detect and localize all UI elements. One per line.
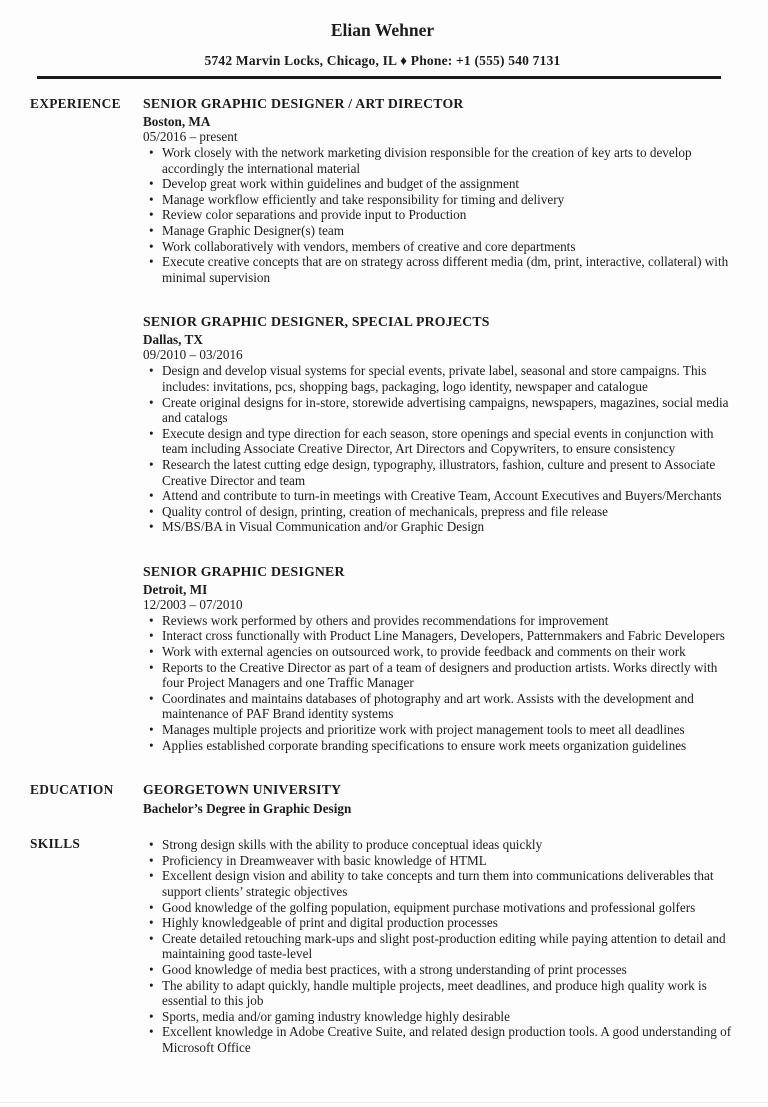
job-bullet: • Interact cross functionally with Product Line Managers, Developers, Patternmakers and Fabric Developers — [143, 628, 735, 644]
job-bullet: • Design and develop visual systems for special events, private label, seasonal and store campaigns. This includes: invitations, pcs, shopping bags, packaging, logo identity, newspaper and catalogue — [143, 363, 735, 394]
section-label-education: EDUCATION — [30, 782, 114, 798]
job-dates: 05/2016 – present — [143, 129, 238, 144]
job-entry — [143, 564, 735, 753]
job-bullet: • Develop great work within guidelines and budget of the assignment — [143, 176, 735, 192]
job-bullet: • Coordinates and maintains databases of photography and art work. Assists with the development and maintenance of PAF Brand identity systems — [143, 691, 735, 722]
job-dates: 12/2003 – 07/2010 — [143, 596, 243, 612]
job-entry — [143, 314, 735, 535]
job-bullet: • Manages multiple projects and prioritize work with project management tools to meet all deadlines — [143, 722, 735, 738]
job-bullet: • Work with external agencies on outsourced work, to provide feedback and comments on their work — [143, 644, 735, 660]
skill-bullet: • Create detailed retouching mark-ups and slight post-production editing while paying attention to detail and maintaining good taste-level — [143, 931, 735, 962]
job-location: Boston, MA — [143, 114, 211, 129]
degree-name: Bachelor’s Degree in Graphic Design — [143, 801, 352, 817]
job-location: Detroit, MI — [143, 581, 208, 597]
section-label-experience: EXPERIENCE — [30, 96, 121, 111]
job-bullet: • Manage workflow efficiently and take responsibility for timing and delivery — [143, 192, 735, 208]
job-bullet: • Manage Graphic Designer(s) team — [143, 223, 735, 239]
job-location: Dallas, TX — [143, 332, 203, 348]
skill-bullet: • Excellent knowledge in Adobe Creative Suite, and related design production tools. A good understanding of Microsoft Office — [143, 1024, 735, 1055]
resume-header — [30, 20, 735, 79]
job-title: SENIOR GRAPHIC DESIGNER / ART DIRECTOR — [143, 96, 464, 111]
person-name: Elian Wehner — [330, 20, 435, 40]
job-bullet: • Research the latest cutting edge design, typography, illustrators, fashion, culture and present to Associate Creative Director and team — [143, 457, 735, 488]
job-bullet: • Quality control of design, printing, creation of mechanicals, prepress and file release — [143, 504, 735, 520]
skill-bullet: • The ability to adapt quickly, handle multiple projects, meet deadlines, and produce high quality work is essential to this job — [143, 978, 735, 1009]
job-bullet-list — [143, 613, 735, 753]
job-bullet: • Execute creative concepts that are on strategy across different media (dm, print, interactive, collateral) with minimal supervision — [143, 254, 735, 285]
job-bullet: • Work closely with the network marketing division responsible for the creation of key arts to develop accordingly the international material — [143, 145, 735, 176]
job-bullet: • Reports to the Creative Director as part of a team of designers and production artists. Works directly with four Project Managers and one Traffic Manager — [143, 660, 735, 691]
job-title: SENIOR GRAPHIC DESIGNER, SPECIAL PROJECTS — [143, 314, 490, 330]
experience-content — [143, 96, 735, 753]
job-bullet-list — [143, 363, 735, 535]
skill-bullet: • Excellent design vision and ability to take concepts and turn them into communications deliverables that support clients’ strategic objectives — [143, 868, 735, 899]
job-bullet: • Reviews work performed by others and provides recommendations for improvement — [143, 613, 735, 629]
skill-bullet: • Good knowledge of the golfing population, equipment purchase motivations and professional golfers — [143, 900, 735, 916]
skill-bullet: • Sports, media and/or gaming industry knowledge highly desirable — [143, 1009, 735, 1025]
job-bullet: • Applies established corporate branding specifications to ensure work meets organization guidelines — [143, 738, 735, 754]
job-bullet: • MS/BS/BA in Visual Communication and/or Graphic Design — [143, 519, 735, 535]
job-bullet-list — [143, 145, 735, 285]
job-bullet: • Attend and contribute to turn-in meetings with Creative Team, Account Executives and Buyers/Merchants — [143, 488, 735, 504]
skill-bullet: • Strong design skills with the ability to produce conceptual ideas quickly — [143, 837, 735, 853]
job-bullet: • Work collaboratively with vendors, members of creative and core departments — [143, 239, 735, 255]
section-education — [30, 782, 735, 816]
job-title: SENIOR GRAPHIC DESIGNER — [143, 563, 345, 579]
header-divider — [37, 76, 721, 79]
skill-bullet: • Proficiency in Dreamweaver with basic knowledge of HTML — [143, 853, 735, 869]
education-content — [143, 782, 735, 816]
job-dates: 09/2010 – 03/2016 — [143, 347, 243, 363]
skill-bullet: • Good knowledge of media best practices, with a strong understanding of print processes — [143, 962, 735, 978]
skills-list — [143, 837, 735, 1055]
resume-body — [30, 96, 735, 1056]
job-bullet: • Execute design and type direction for each season, store openings and special events in conjunction with team including Associate Creative Director, Art Directors and Copywriters, to ensure consistency — [143, 426, 735, 457]
job-bullet: • Review color separations and provide input to Production — [143, 207, 735, 223]
school-name: GEORGETOWN UNIVERSITY — [143, 782, 342, 798]
section-label-skills: SKILLS — [30, 836, 81, 852]
skill-bullet: • Highly knowledgeable of print and digital production processes — [143, 915, 735, 931]
section-skills — [30, 836, 735, 1055]
contact-line: 5742 Marvin Locks, Chicago, IL ♦ Phone: +1 (555) 540 7131 — [204, 53, 561, 68]
job-bullet: • Create original designs for in-store, storewide advertising campaigns, newspapers, magazines, social media and catalogs — [143, 395, 735, 426]
job-entry — [143, 96, 735, 285]
section-experience — [30, 96, 735, 753]
